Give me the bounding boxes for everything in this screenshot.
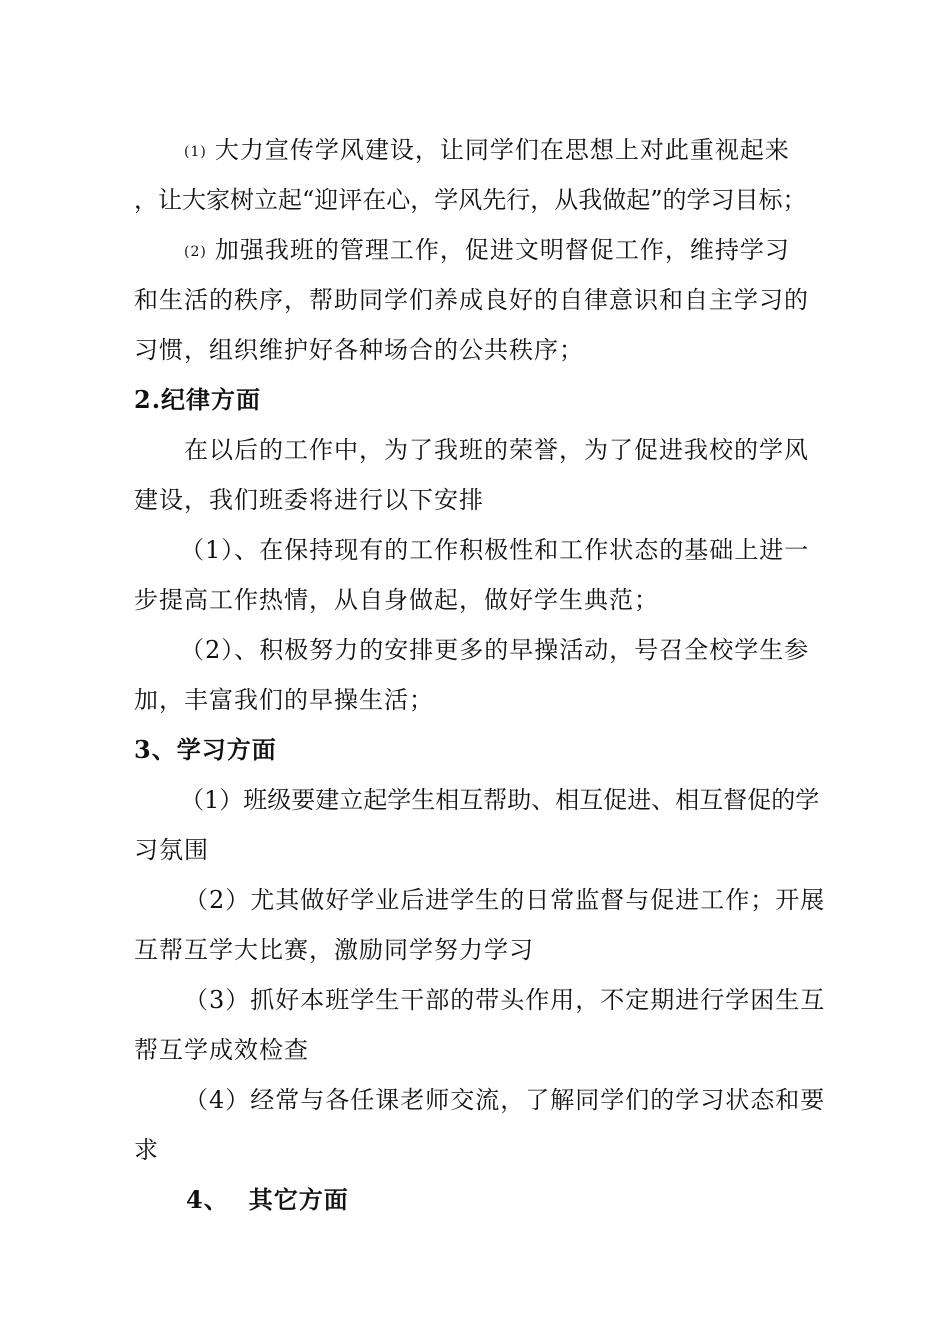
s1-item1-line1 xyxy=(184,134,874,170)
s1-item1-number: (1) xyxy=(184,144,207,160)
s1-item1-line2: ，让大家树立起“迎评在心，学风先行，从我做起”的学习目标； xyxy=(134,186,807,214)
section4-heading xyxy=(186,1184,876,1216)
s1-item2-number: (2) xyxy=(184,244,207,260)
s2-item2-line1: （2）、积极努力的安排更多的早操活动，号召全校学生参 xyxy=(180,636,810,664)
s3-item3-line2: 帮互学成效检查 xyxy=(134,1036,309,1064)
section3-heading: 3、学习方面 xyxy=(134,735,277,764)
s2-item1-line1: （1）、在保持现有的工作积极性和工作状态的基础上进一 xyxy=(180,536,810,564)
s3-item4-line1: （4）经常与各任课老师交流，了解同学们的学习状态和要 xyxy=(184,1086,826,1114)
s2-intro-line1: 在以后的工作中，为了我班的荣誉，为了促进我校的学风 xyxy=(184,436,809,464)
s1-item2-text: 加强我班的管理工作，促进文明督促工作，维持学习 xyxy=(214,236,790,264)
s3-item2-line2: 互帮互学大比赛，激励同学努力学习 xyxy=(134,936,534,964)
s2-item2-line2: 加，丰富我们的早操生活； xyxy=(134,686,434,714)
s3-item2-line1: （2）尤其做好学业后进学生的日常监督与促进工作；开展 xyxy=(184,886,826,914)
s2-intro-line2: 建设，我们班委将进行以下安排 xyxy=(134,486,484,514)
s3-item1-line2: 习氛围 xyxy=(134,836,209,864)
s1-item2-line3: 习惯，组织维护好各种场合的公共秩序； xyxy=(134,336,584,364)
s3-item4-line2: 求 xyxy=(134,1136,159,1164)
section4-title: 其它方面 xyxy=(248,1185,349,1214)
s2-item1-line2: 步提高工作热情，从自身做起，做好学生典范； xyxy=(134,586,659,614)
section4-number: 4、 xyxy=(186,1185,229,1214)
s3-item3-line1: （3）抓好本班学生干部的带头作用，不定期进行学困生互 xyxy=(184,986,826,1014)
s1-item2-line2: 和生活的秩序，帮助同学们养成良好的自律意识和自主学习的 xyxy=(134,286,809,314)
s1-item2-line1 xyxy=(184,234,874,270)
s1-item1-text: 大力宣传学风建设，让同学们在思想上对此重视起来 xyxy=(214,136,790,164)
section2-heading: 2.纪律方面 xyxy=(134,385,262,414)
s3-item1-line1: （1）班级要建立起学生相互帮助、相互促进、相互督促的学 xyxy=(180,786,820,814)
